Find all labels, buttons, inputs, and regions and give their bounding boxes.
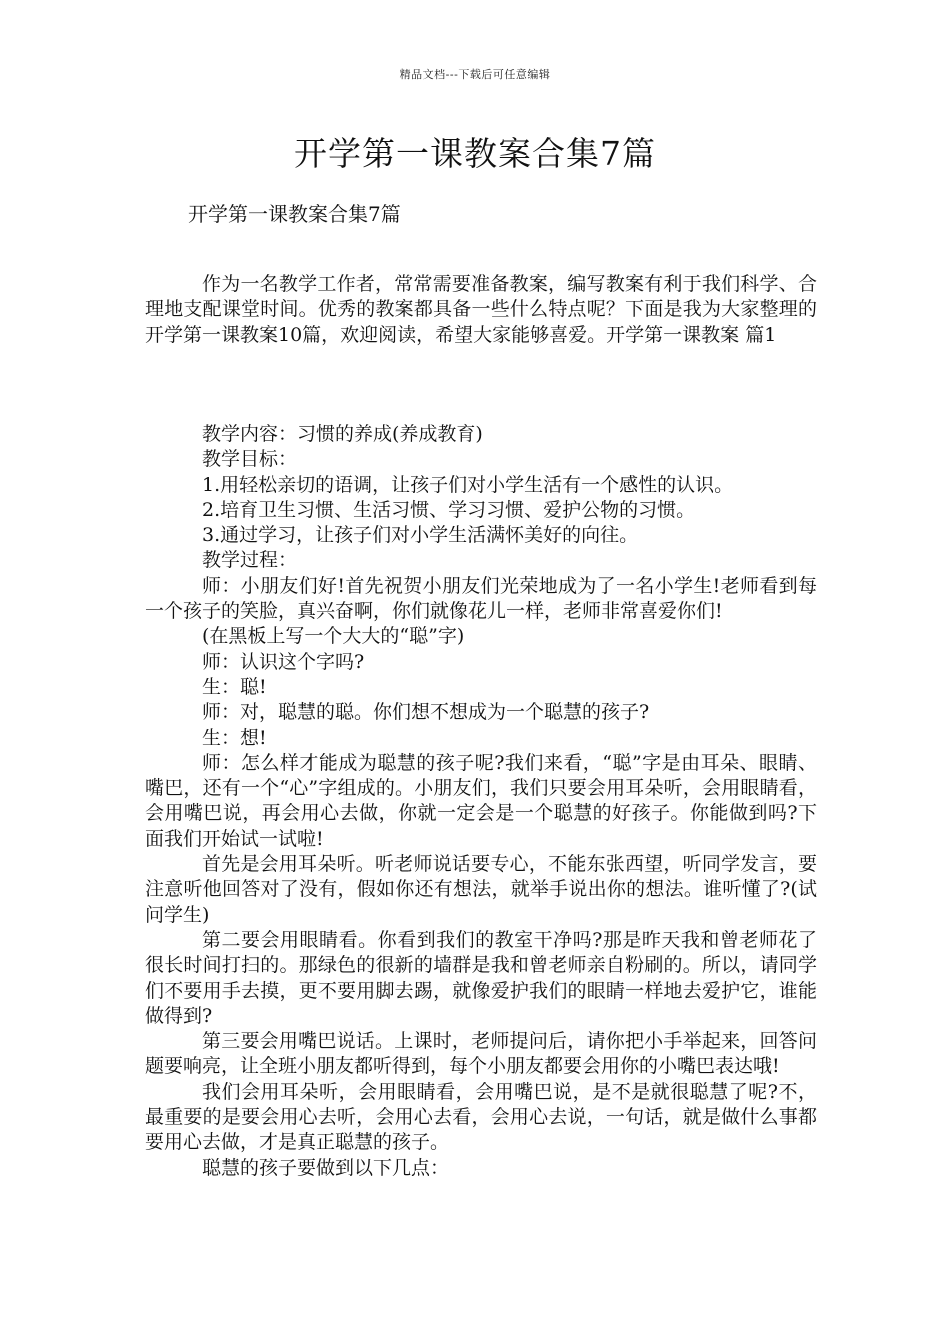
process-label: 教学过程： (202, 549, 298, 572)
goal-item-1: 1.用轻松亲切的语调，让孩子们对小学生活有一个感性的认识。 (202, 473, 734, 496)
content-label: 教学内容：习惯的养成(养成教育) (202, 423, 483, 445)
dialog-line-1: 师：认识这个字吗? (202, 650, 365, 673)
mouth-paragraph: 第三要会用嘴巴说话。上课时，老师提问后，请你把小手举起来，回答问题要响亮，让全班小朋友都听得到，每个小朋友都要会用你的小嘴巴表达哦! (145, 1030, 817, 1078)
points-label: 聪慧的孩子要做到以下几点： (202, 1156, 450, 1179)
page-title: 开学第一课教案合集7篇 (294, 134, 656, 173)
page-subtitle: 开学第一课教案合集7篇 (188, 202, 401, 226)
goal-item-2: 2.培育卫生习惯、生活习惯、学习习惯、爱护公物的习惯。 (202, 498, 696, 521)
intro-section (145, 272, 817, 348)
dialog-line-2: 生：聪! (202, 675, 267, 698)
goals-label: 教学目标： (202, 448, 298, 471)
dialog-line-3: 师：对，聪慧的聪。你们想不想成为一个聪慧的孩子? (202, 701, 650, 724)
dialog-line-4: 生：想! (202, 726, 267, 749)
intro-paragraph: 作为一名教学工作者，常常需要准备教案，编写教案有利于我们科学、合理地支配课堂时间。优秀的教案都具备一些什么特点呢？下面是我为大家整理的开学第一课教案10篇，欢迎阅读，希望大家能够喜爱。开学第一课教案 篇1 (145, 273, 817, 346)
eyes-paragraph: 第二要会用眼睛看。你看到我们的教室干净吗?那是昨天我和曾老师花了很长时间打扫的。那绿色的很新的墙群是我和曾老师亲自粉刷的。所以，请同学们不要用手去摸，更不要用脚去踢，就像爱护我们的眼睛一样地去爱护它，谁能做得到? (145, 928, 817, 1027)
ears-paragraph: 首先是会用耳朵听。听老师说话要专心，不能东张西望，听同学发言，要注意听他回答对了没有，假如你还有想法，就举手说出你的想法。谁听懂了?(试问学生) (145, 853, 817, 926)
heart-paragraph: 我们会用耳朵听，会用眼睛看，会用嘴巴说，是不是就很聪慧了呢?不，最重要的是要会用心去听，会用心去看，会用心去说，一句话，就是做什么事都要用心去做，才是真正聪慧的孩子。 (145, 1080, 817, 1154)
blackboard-note: (在黑板上写一个大大的“聪”字) (202, 625, 465, 648)
header-note: 精品文档---下载后可任意编辑 (399, 68, 551, 81)
lesson-body (145, 422, 817, 1181)
teacher-greeting-paragraph: 师：小朋友们好!首先祝贺小朋友们光荣地成为了一名小学生!老师看到每一个孩子的笑脸，真兴奋啊，你们就像花儿一样，老师非常喜爱你们! (145, 574, 817, 623)
goal-item-3: 3.通过学习，让孩子们对小学生活满怀美好的向往。 (202, 524, 639, 547)
how-paragraph: 师：怎么样才能成为聪慧的孩子呢?我们来看，“聪”字是由耳朵、眼睛、嘴巴，还有一个“心”字组成的。小朋友们，我们只要会用耳朵听，会用眼睛看，会用嘴巴说，再会用心去做，你就一定会是一个聪慧的好孩子。你能做到吗?下面我们开始试一试啦! (145, 751, 817, 850)
